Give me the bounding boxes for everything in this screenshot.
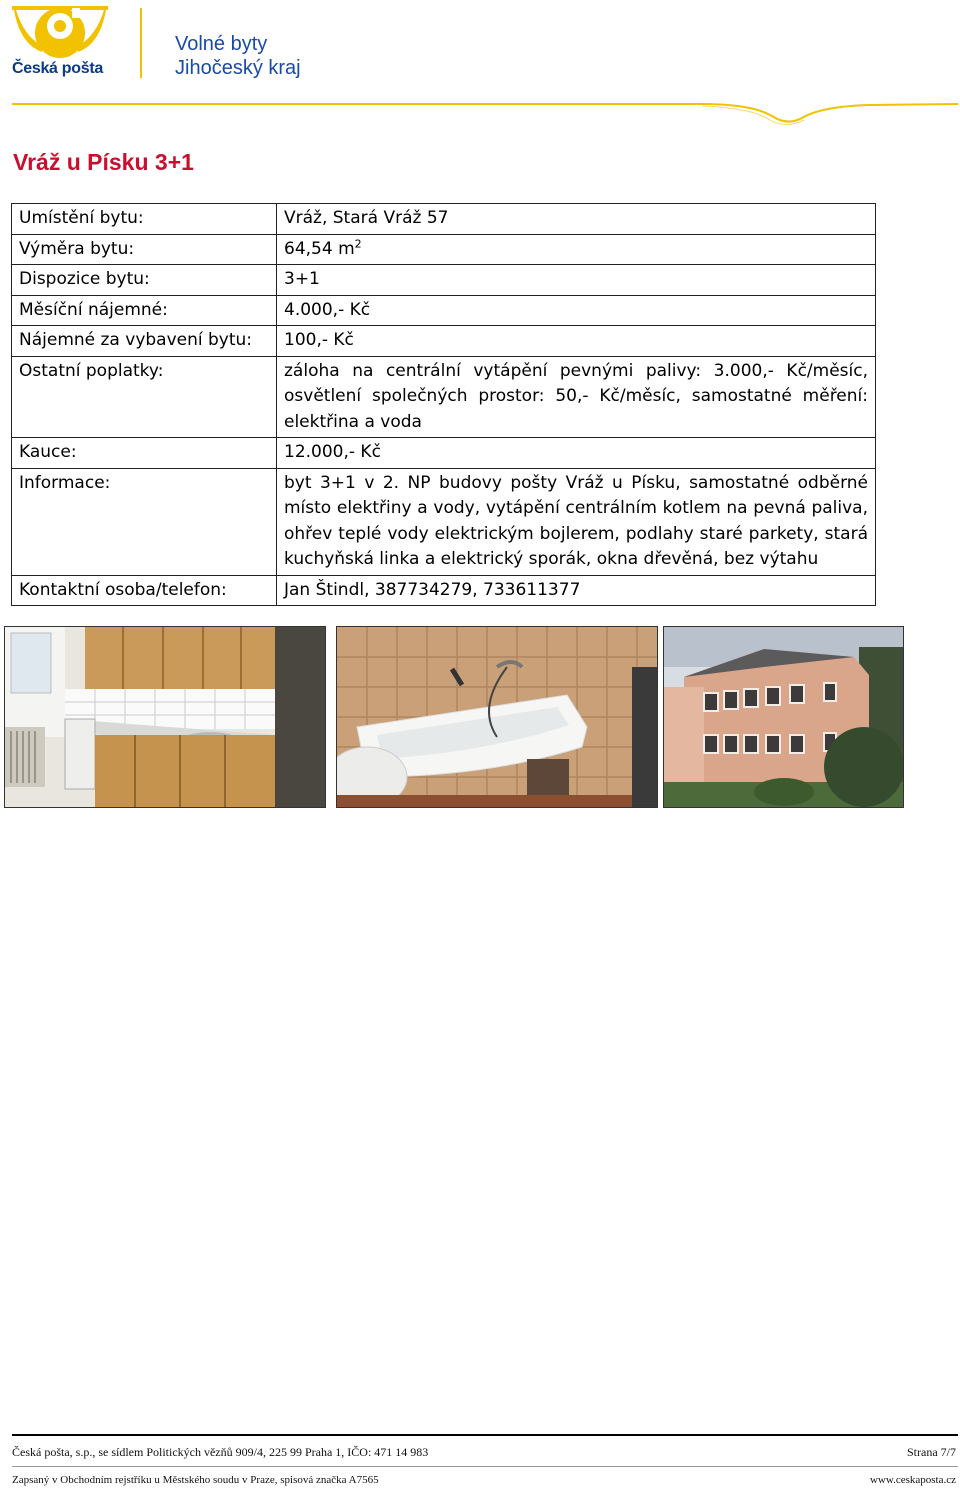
footer-website-link[interactable]: www.ceskaposta.cz	[869, 1474, 956, 1486]
deposit-value: 12.000,- Kč	[277, 438, 876, 469]
other-fees-label: Ostatní poplatky:	[12, 356, 277, 438]
location-label: Umístění bytu:	[12, 204, 277, 235]
table-row	[12, 468, 876, 575]
contact-value: Jan Štindl, 387734279, 733611377	[277, 575, 876, 606]
table-row	[12, 265, 876, 296]
rent-label: Měsíční nájemné:	[12, 295, 277, 326]
footer-register: Zapsaný v Obchodním rejstříku u Městského soudu v Praze, spisová značka A7565	[12, 1474, 379, 1486]
ceska-posta-logo[interactable]	[12, 6, 112, 80]
area-value-cell	[277, 234, 876, 265]
header-title	[175, 32, 301, 80]
bathroom-photo[interactable]	[336, 626, 658, 808]
table-row	[12, 356, 876, 438]
footer-page-number: Strana 7/7	[907, 1445, 956, 1459]
table-row	[12, 234, 876, 265]
equipment-rent-value: 100,- Kč	[277, 326, 876, 357]
area-unit-sup: 2	[354, 236, 362, 250]
brand-name: Česká pošta	[12, 60, 103, 77]
header-swoosh-line	[12, 96, 958, 128]
posthorn-logo-icon	[12, 6, 108, 60]
footer-thin-divider	[12, 1466, 958, 1467]
page-title: Vráž u Písku 3+1	[13, 149, 194, 175]
table-row	[12, 575, 876, 606]
layout-value: 3+1	[277, 265, 876, 296]
table-row	[12, 326, 876, 357]
header-title-line2: Jihočeský kraj	[175, 57, 301, 79]
info-value: byt 3+1 v 2. NP budovy pošty Vráž u Písku, samostatné odběrné místo elektřiny a vody, vytápění centrálním kotlem na pevná paliva, ohřev teplé vody elektrickým bojlerem, podlahy staré parkety, stará kuchyňská linka a elektrický sporák, okna dřevěná, bez výtahu	[277, 468, 876, 575]
table-row	[12, 204, 876, 235]
footer-divider	[12, 1434, 958, 1436]
area-value: 64,54 m	[284, 238, 355, 259]
apartment-details-table	[11, 203, 876, 606]
header-divider	[140, 8, 142, 78]
info-label: Informace:	[12, 468, 277, 575]
header-title-line1: Volné byty	[175, 33, 268, 55]
rent-value: 4.000,- Kč	[277, 295, 876, 326]
table-row	[12, 295, 876, 326]
building-photo[interactable]	[663, 626, 904, 808]
contact-label: Kontaktní osoba/telefon:	[12, 575, 277, 606]
kitchen-photo[interactable]	[4, 626, 326, 808]
area-label: Výměra bytu:	[12, 234, 277, 265]
footer-company: Česká pošta, s.p., se sídlem Politických vězňů 909/4, 225 99 Praha 1, IČO: 471 14 983	[12, 1445, 429, 1459]
table-row	[12, 438, 876, 469]
other-fees-value: záloha na centrální vytápění pevnými palivy: 3.000,- Kč/měsíc, osvětlení společných prostor: 50,- Kč/měsíc, samostatné měření: elektřina a voda	[277, 356, 876, 438]
layout-label: Dispozice bytu:	[12, 265, 277, 296]
deposit-label: Kauce:	[12, 438, 277, 469]
page-header	[0, 0, 960, 130]
equipment-rent-label: Nájemné za vybavení bytu:	[12, 326, 277, 357]
location-value: Vráž, Stará Vráž 57	[277, 204, 876, 235]
